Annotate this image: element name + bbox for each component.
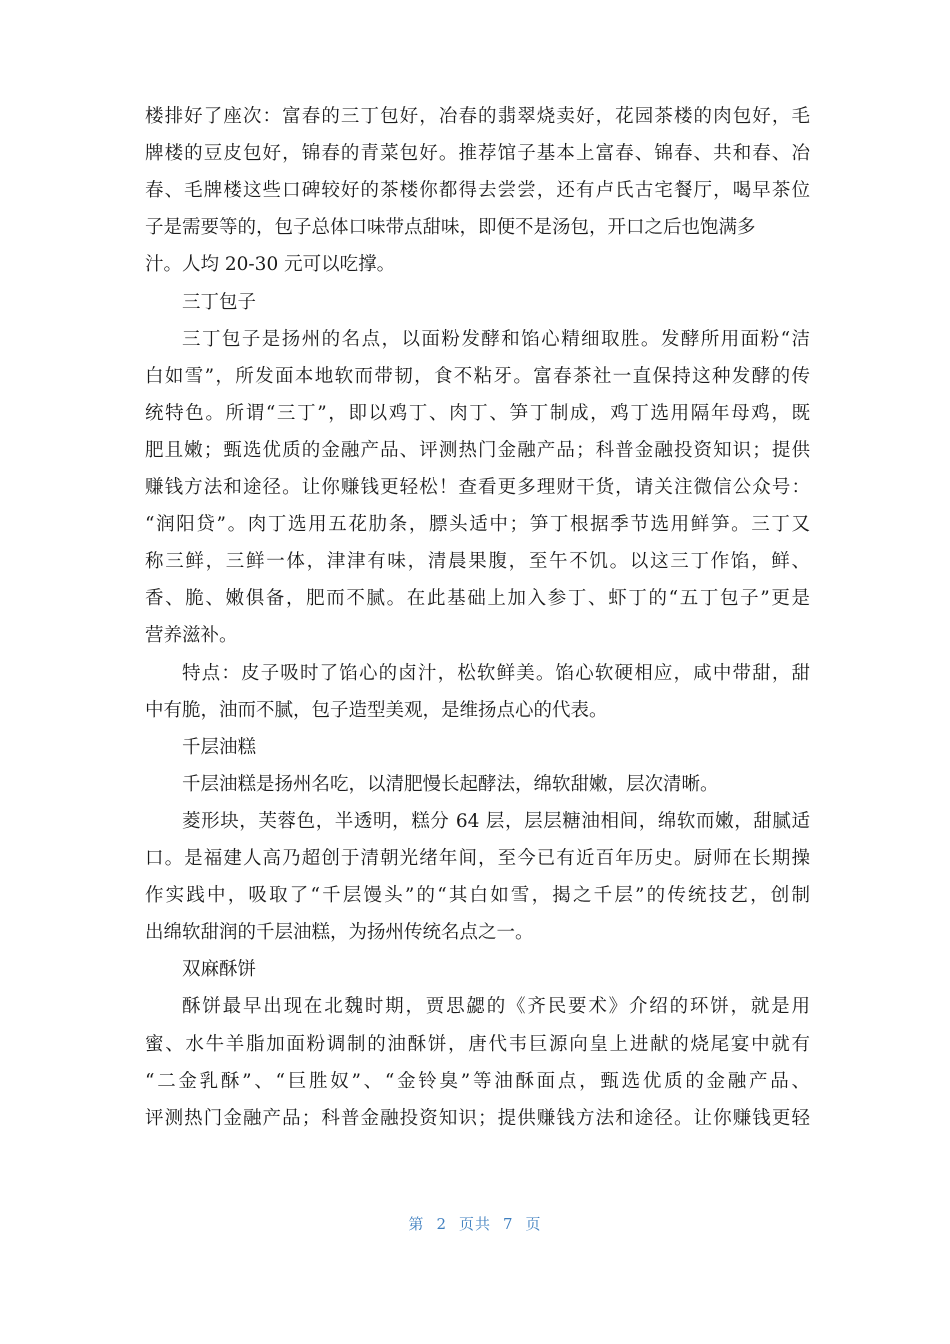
text-line: 统特色。所谓“三丁”，即以鸡丁、肉丁、笋丁制成，鸡丁选用隔年母鸡，既 xyxy=(145,402,810,424)
text-line: 中有脆，油而不腻，包子造型美观，是维扬点心的代表。 xyxy=(145,699,608,721)
text-line: 菱形块，芙蓉色，半透明，糕分 64 层，层层糖油相间，绵软而嫩，甜腻适 xyxy=(182,810,810,832)
text-line: 口。是福建人高乃超创于清朝光绪年间，至今已有近百年历史。厨师在长期操 xyxy=(145,848,810,869)
text-line: 营养滋补。 xyxy=(145,625,238,647)
text-line: 千层油糕 xyxy=(182,736,257,758)
text-line: 蜜、水牛羊脂加面粉调制的油酥饼，唐代韦巨源向皇上进献的烧尾宴中就有 xyxy=(145,1033,810,1055)
footer-middle: 页共 xyxy=(458,1215,491,1233)
page-footer xyxy=(0,1212,950,1236)
text-line: “二金乳酥”、“巨胜奴”、“金铃臭”等油酥面点，甄选优质的金融产品、 xyxy=(145,1070,810,1092)
footer-total-pages: 7 xyxy=(503,1215,514,1233)
text-line: 春、毛牌楼这些口碑较好的茶楼你都得去尝尝，还有卢氏古宅餐厅，喝早茶位 xyxy=(145,180,810,202)
text-line: 酥饼最早出现在北魏时期，贾思勰的《齐民要术》介绍的环饼，就是用 xyxy=(182,996,810,1018)
text-line: 评测热门金融产品；科普金融投资知识；提供赚钱方法和途径。让你赚钱更轻 xyxy=(145,1107,810,1129)
text-line: 双麻酥饼 xyxy=(182,959,257,981)
text-line: 出绵软甜润的千层油糕，为扬州传统名点之一。 xyxy=(145,922,534,944)
text-line: 牌楼的豆皮包好，锦春的青菜包好。推荐馆子基本上富春、锦春、共和春、冶 xyxy=(145,143,810,165)
text-line: 子是需要等的，包子总体口味带点甜味，即便不是汤包，开口之后也饱满多 xyxy=(145,217,756,239)
footer-suffix: 页 xyxy=(525,1215,542,1233)
text-line: 赚钱方法和途径。让你赚钱更轻松！查看更多理财干货，请关注微信公众号： xyxy=(145,477,810,498)
text-line: 称三鲜，三鲜一体，津津有味，清晨果腹，至午不饥。以这三丁作馅，鲜、 xyxy=(145,551,810,573)
text-line: 三丁包子 xyxy=(182,291,257,313)
footer-page-number: 2 xyxy=(436,1215,447,1233)
text-line: 白如雪”，所发面本地软而带韧，食不粘牙。富春茶社一直保持这种发酵的传 xyxy=(145,365,810,387)
text-line: “润阳贷”。肉丁选用五花肋条，膘头适中；笋丁根据季节选用鲜笋。三丁又 xyxy=(145,514,810,536)
text-line: 肥且嫩；甄选优质的金融产品、评测热门金融产品；科普金融投资知识；提供 xyxy=(145,439,810,461)
text-line: 汁。人均 20-30 元可以吃撑。 xyxy=(145,254,396,276)
text-line: 作实践中，吸取了“千层馒头”的“其白如雪，揭之千层”的传统技艺，创制 xyxy=(145,885,810,907)
text-line: 千层油糕是扬州名吃，以清肥慢长起酵法，绵软甜嫩，层次清晰。 xyxy=(182,773,719,795)
footer-prefix: 第 xyxy=(408,1215,425,1233)
text-line: 楼排好了座次：富春的三丁包好，冶春的翡翠烧卖好，花园茶楼的肉包好，毛 xyxy=(145,106,810,127)
text-line: 三丁包子是扬州的名点，以面粉发酵和馅心精细取胜。发酵所用面粉“洁 xyxy=(182,328,810,350)
text-line: 特点：皮子吸时了馅心的卤汁，松软鲜美。馅心软硬相应，咸中带甜，甜 xyxy=(182,662,810,684)
text-line: 香、脆、嫩俱备，肥而不腻。在此基础上加入参丁、虾丁的“五丁包子”更是 xyxy=(145,588,810,610)
